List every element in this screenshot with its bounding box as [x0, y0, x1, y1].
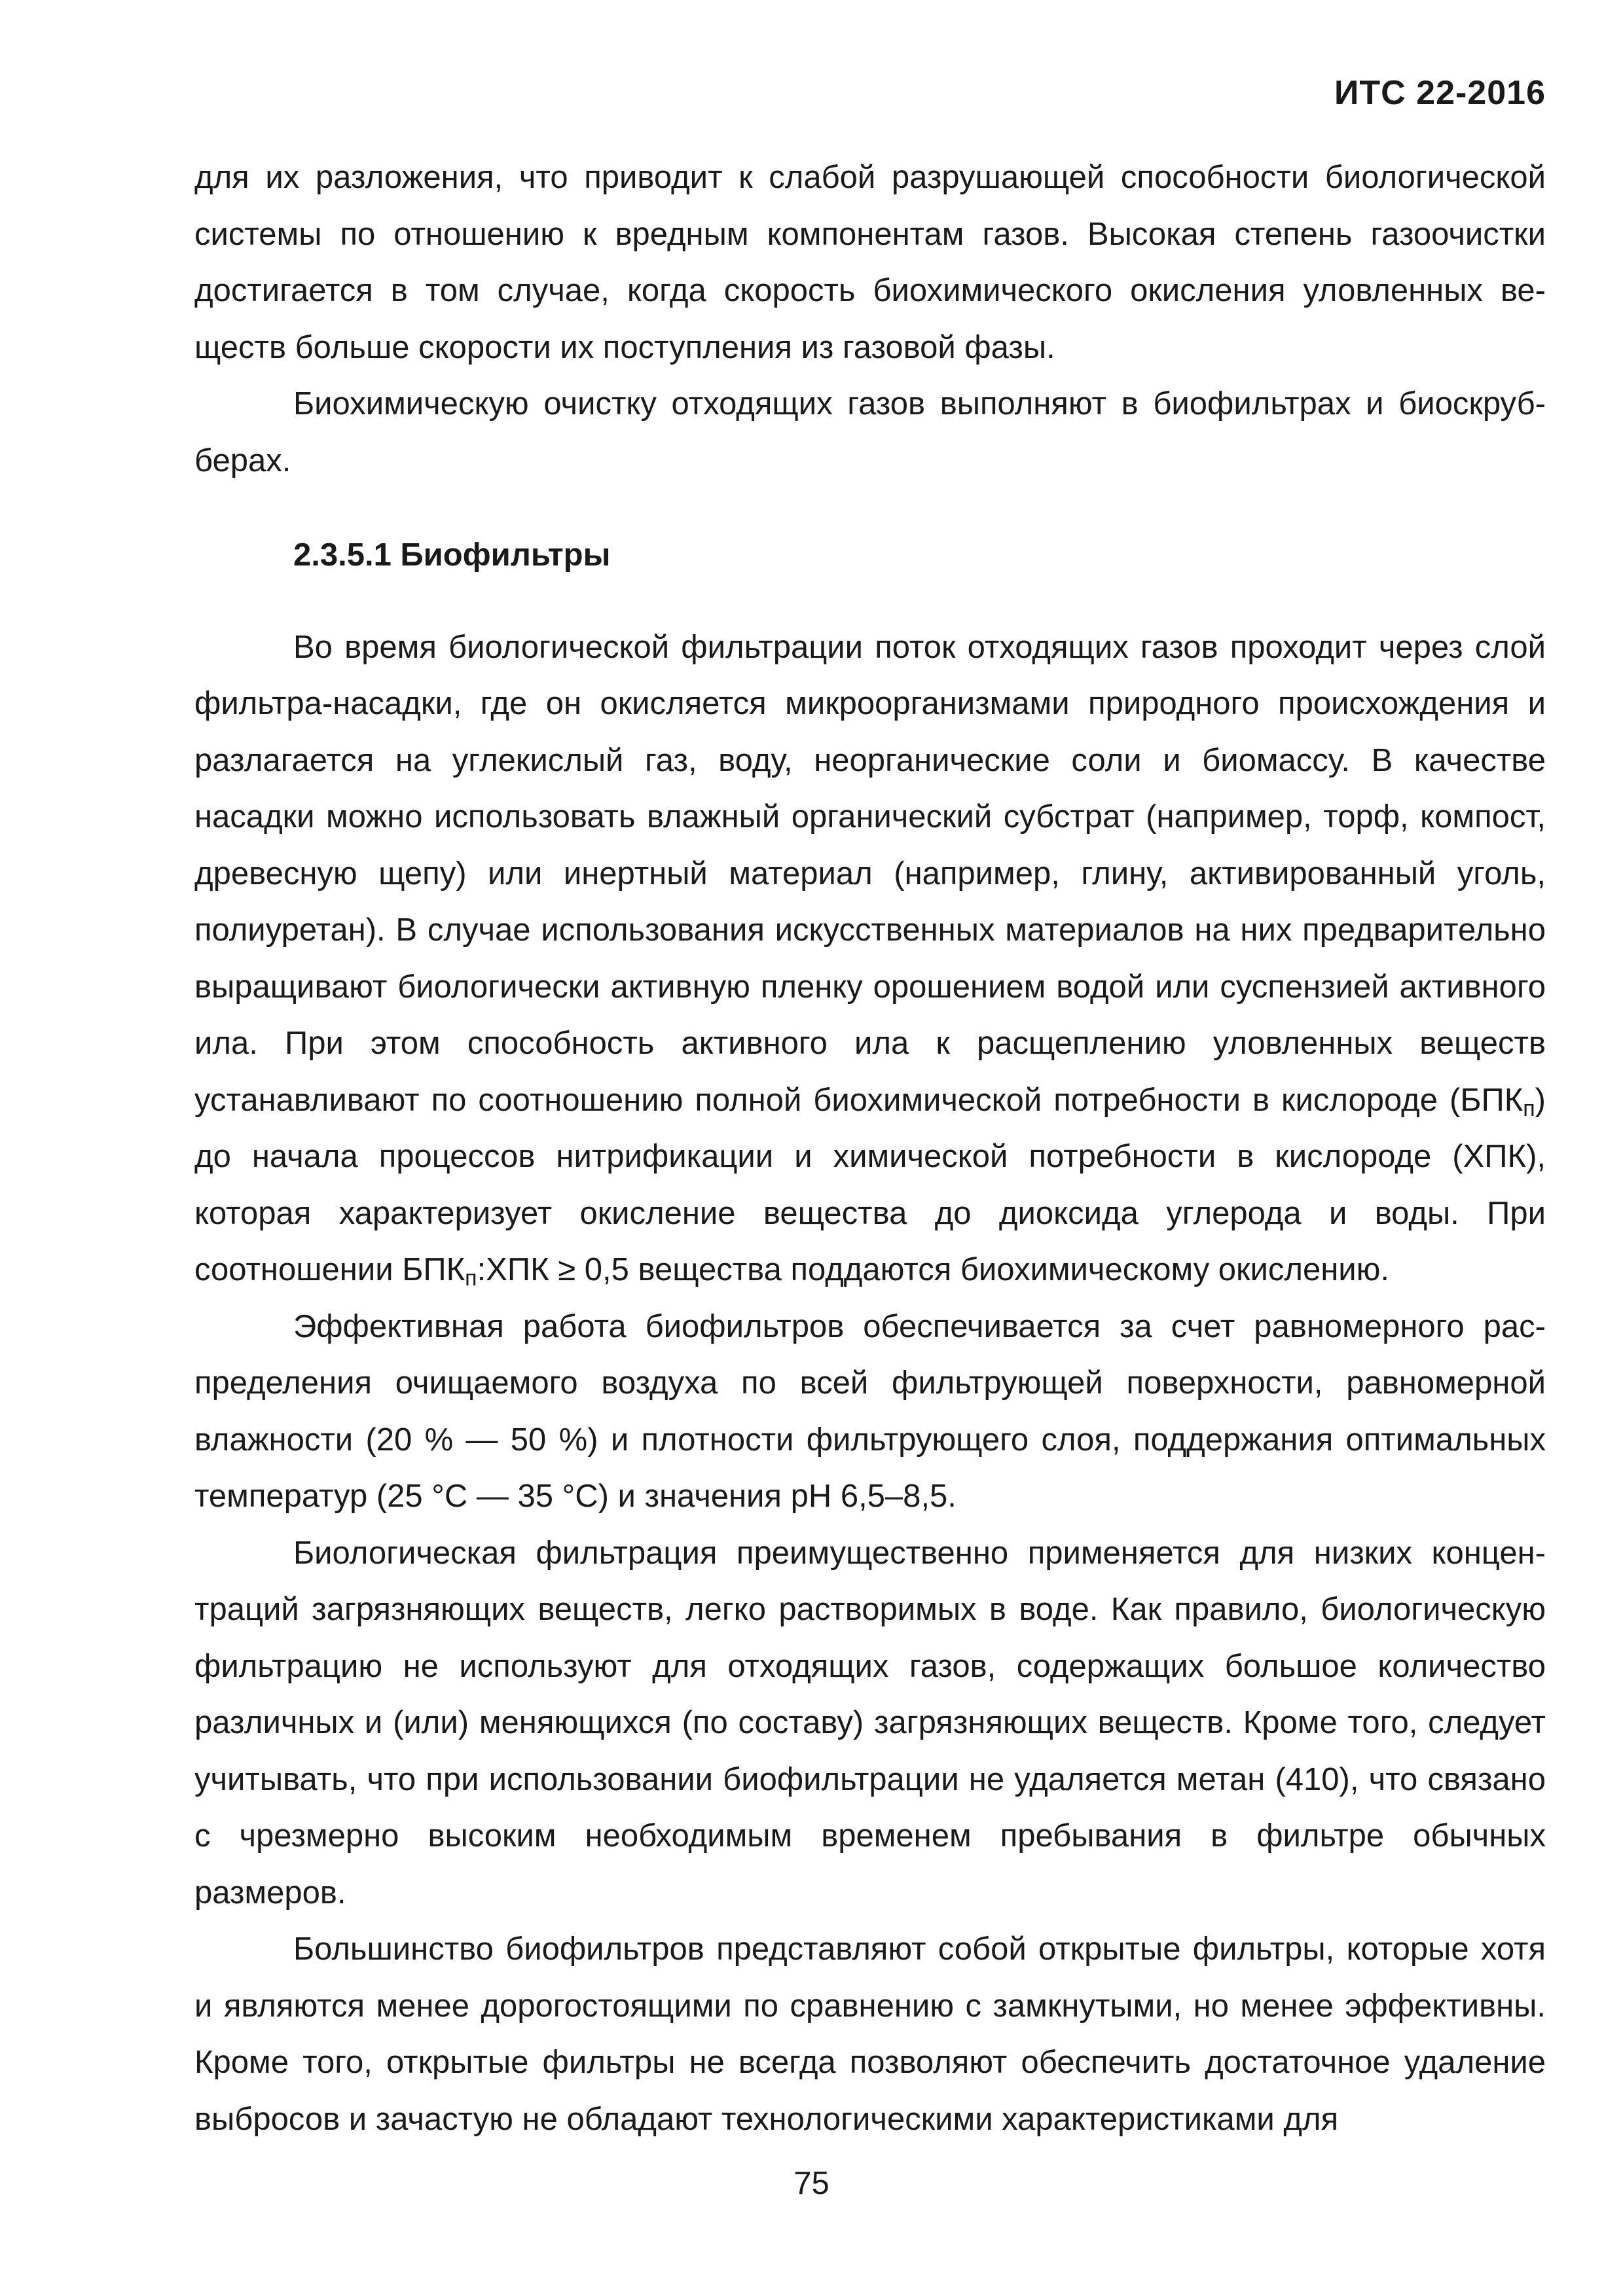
paragraph-text: :ХПК ≥ 0,5 вещества поддаются биохимическому окислению.	[477, 1252, 1389, 1287]
continued-paragraph: для их разложения, что приводит к слабой разрушающей способности биологической системы по отношению к вредным компонентам газов. Высокая степень газоочистки достигается в том случае, когда скорость биохимического окисления уловленных веществ больше скорости их поступления из газовой фазы.	[194, 160, 1546, 365]
document-code-header: ИТС 22-2016	[1334, 74, 1546, 112]
paragraph-biofilter-efficiency: Эффективная работа биофильтров обеспечивается за счет равномерного распределения очищаемого воздуха по всей фильтрующей поверхности, равномерной влажности (20 % — 50 %) и плотности фильтрующего слоя, поддержания оптимальных температур (25 °C — 35 °C) и значения pH 6,5–8,5.	[194, 1308, 1546, 1514]
paragraph-open-filters: Большинство биофильтров представляют собой открытые фильтры, которые хотя и являются менее дорогостоящими по сравнению с замкнутыми, но менее эффективны. Кроме того, открытые фильтры не всегда позволяют обеспечить достаточное удаление выбросов и зачастую не обладают технологическими характеристиками для	[194, 1931, 1546, 2137]
paragraph-biochemical-cleaning: Биохимическую очистку отходящих газов выполняют в биофильтрах и биоскрубберах.	[194, 386, 1546, 478]
paragraph-text: Во время биологической фильтрации поток отходящих газов проходит через слой фильтра-насадки, где он окисляется микроорганизмами природного происхождения и разлагается на углекислый газ, воду, неорганические соли и биомассу. В качестве насадки можно использовать влажный органический субстрат (например, торф, компост, древесную щепу) или инертный материал (например, глину, активированный уголь, полиуретан). В случае использования искусственных материалов на них предварительно выращивают биологически активную пленку орошением водой или суспензией активного ила. При этом способность активного ила к расщеплению уловленных веществ устанавливают по соотношению полной биохимической потребности в кислороде (БПК	[194, 629, 1546, 1118]
page-content	[194, 149, 1546, 2147]
section-heading: 2.3.5.1 Биофильтры	[293, 537, 611, 573]
paragraph-text: ) до начала процессов нитрификации и химической потребности в кислороде (ХПК), которая характеризует окисление вещества до диоксида углерода и воды. При соотношении БПК	[194, 1082, 1546, 1287]
paragraph-biofiltration-process	[194, 619, 1546, 1299]
page-number: 75	[793, 2166, 830, 2201]
subscript-n: п	[1523, 1096, 1535, 1121]
paragraph-biofiltration-application: Биологическая фильтрация преимущественно применяется для низких концентраций загрязняющих веществ, легко растворимых в воде. Как правило, биологическую фильтрацию не используют для отходящих газов, содержащих большое количество различных и (или) меняющихся (по составу) загрязняющих веществ. Кроме того, следует учитывать, что при использовании биофильтрации не удаляется метан (410), что связано с чрезмерно высоким необходимым временем пребывания в фильтре обычных размеров.	[194, 1535, 1546, 1910]
subscript-n: п	[465, 1266, 477, 1291]
